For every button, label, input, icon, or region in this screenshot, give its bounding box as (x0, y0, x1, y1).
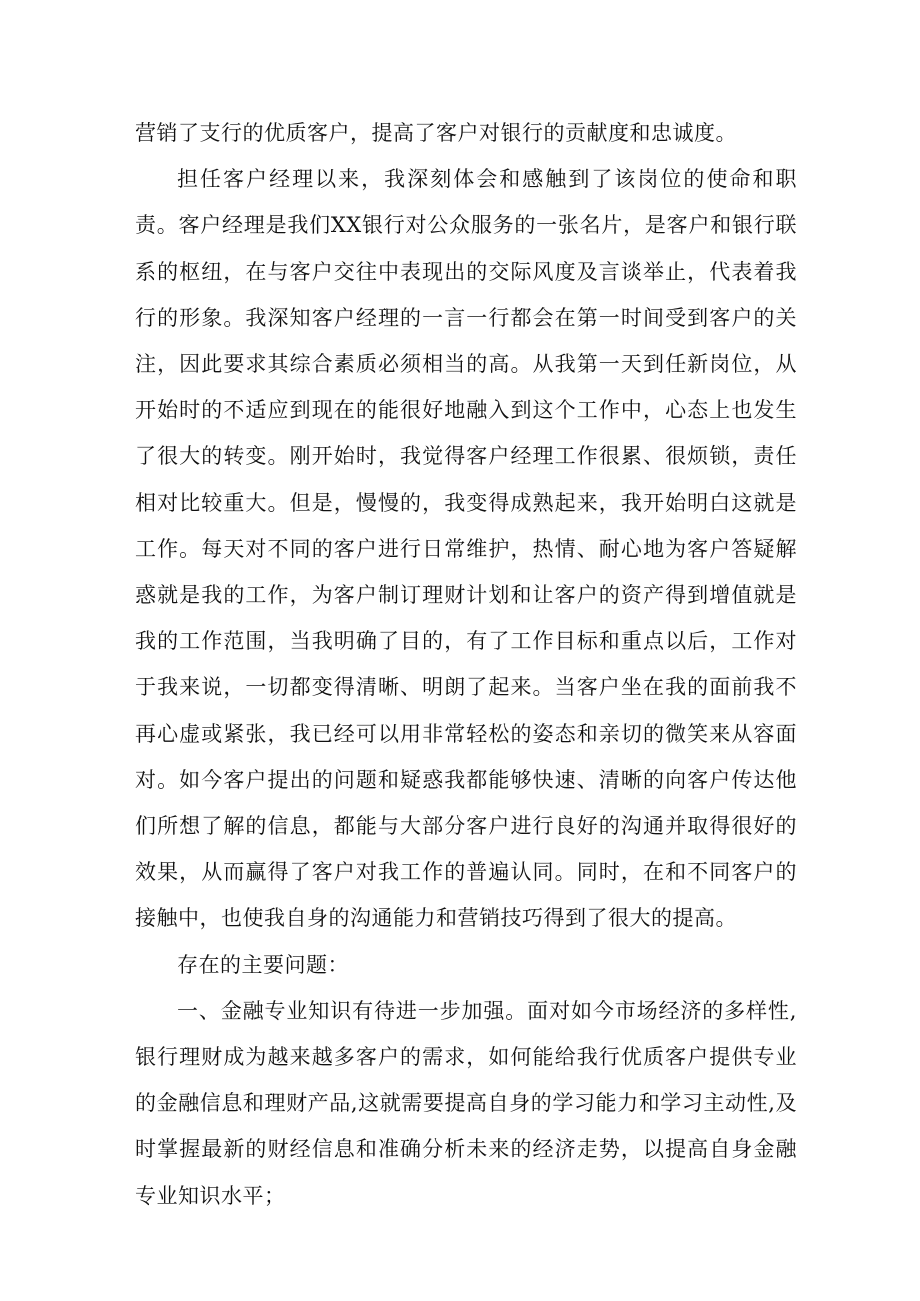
paragraph-continuation: 营销了支行的优质客户，提高了客户对银行的贡献度和忠诚度。 (135, 121, 737, 145)
paragraph-problem-one: 一、金融专业知识有待进一步加强。面对如今市场经济的多样性,银行理财成为越来越多客户的需求，如何能给我行优质客户提供专业的金融信息和理财产品,这就需要提高自身的学习能力和学习主动性,及时掌握最新的财经信息和准确分析未来的经济走势，以提高自身金融专业知识水平； (135, 998, 797, 1208)
paragraph-main-problems-heading: 存在的主要问题： (177, 952, 349, 977)
paragraph-role-reflection: 担任客户经理以来，我深刻体会和感触到了该岗位的使命和职责。客户经理是我们XX银行对公众服务的一张名片，是客户和银行联系的枢纽，在与客户交往中表现出的交际风度及言谈举止，代表着我行的形象。我深知客户经理的一言一行都会在第一时间受到客户的关注，因此要求其综合素质必须相当的高。从我第一天到任新岗位，从开始时的不适应到现在的能很好地融入到这个工作中，心态上也发生了很大的转变。刚开始时，我觉得客户经理工作很累、很烦锁，责任相对比较重大。但是，慢慢的，我变得成熟起来，我开始明白这就是工作。每天对不同的客户进行日常维护，热情、耐心地为客户答疑解惑就是我的工作，为客户制订理财计划和让客户的资产得到增值就是我的工作范围，当我明确了目的，有了工作目标和重点以后，工作对于我来说，一切都变得清晰、明朗了起来。当客户坐在我的面前我不再心虚或紧张，我已经可以用非常轻松的姿态和亲切的微笑来从容面对。如今客户提出的问题和疑惑我都能够快速、清晰的向客户传达他们所想了解的信息，都能与大部分客户进行良好的沟通并取得很好的效果，从而赢得了客户对我工作的普遍认同。同时，在和不同客户的接触中，也使我自身的沟通能力和营销技巧得到了很大的提高。 (135, 167, 797, 931)
document-body (135, 110, 797, 1219)
